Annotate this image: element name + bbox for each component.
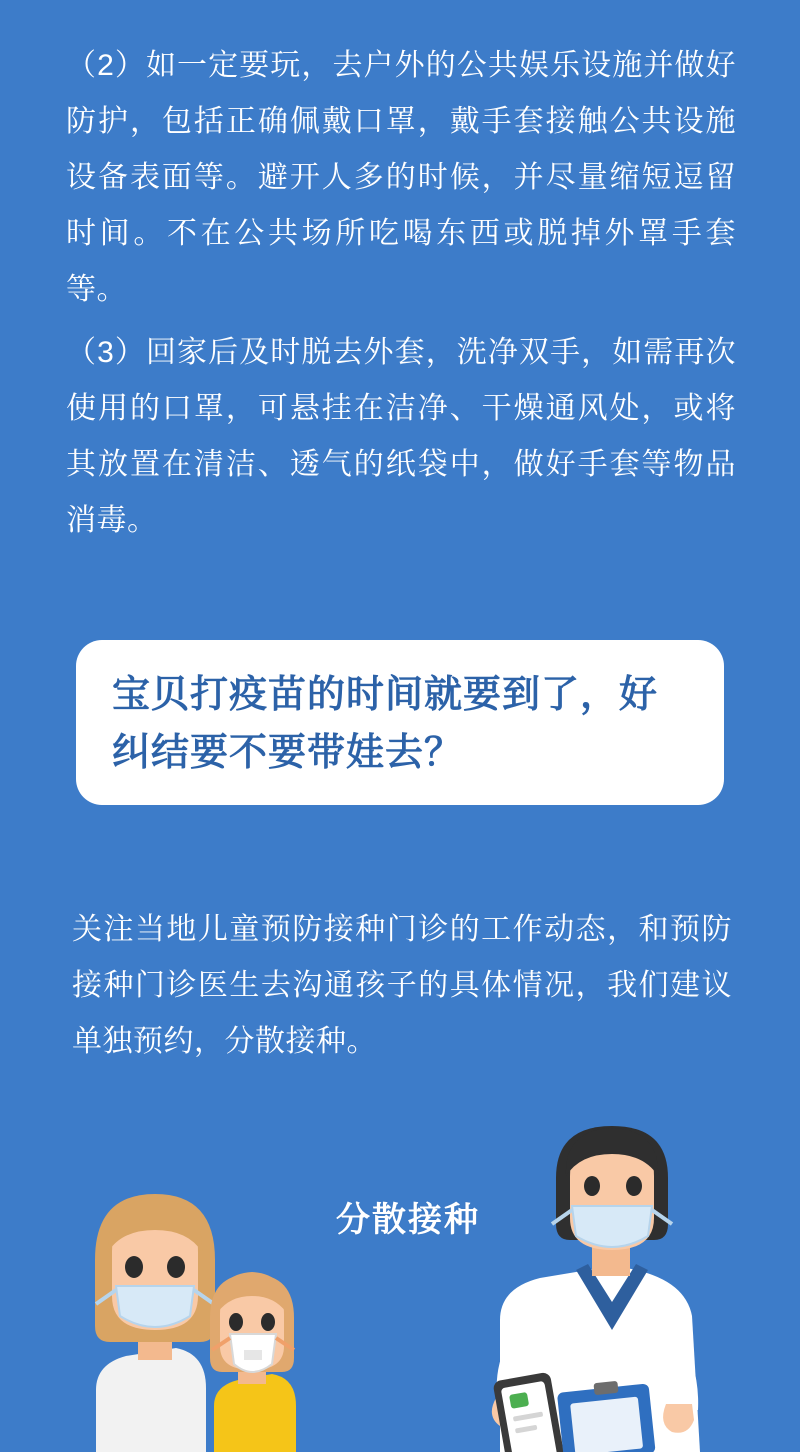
figure-child	[210, 1272, 296, 1452]
paragraph-2-text: （2）如一定要玩，去户外的公共娱乐设施并做好防护，包括正确佩戴口罩，戴手套接触公共设施设备表面等。避开人多的时候，并尽量缩短逗留时间。不在公共场所吃喝东西或脱掉外罩手套等。	[66, 49, 736, 306]
figure-mother	[95, 1194, 215, 1452]
advice-text: 关注当地儿童预防接种门诊的工作动态，和预防接种门诊医生去沟通孩子的具体情况，我们建议单独预约，分散接种。	[72, 913, 732, 1058]
figure-doctor	[492, 1126, 700, 1452]
illustration-badge-label: 分散接种	[336, 1201, 480, 1239]
callout-heading: 宝贝打疫苗的时间就要到了，好纠结要不要带娃去？	[112, 674, 659, 774]
paragraph-3-text: （3）回家后及时脱去外套，洗净双手，如需再次使用的口罩，可悬挂在洁净、干燥通风处，或将其放置在清洁、透气的纸袋中，做好手套等物品消毒。	[66, 336, 736, 537]
callout-card	[76, 640, 724, 805]
illustration-family-and-doctor	[0, 1120, 800, 1452]
